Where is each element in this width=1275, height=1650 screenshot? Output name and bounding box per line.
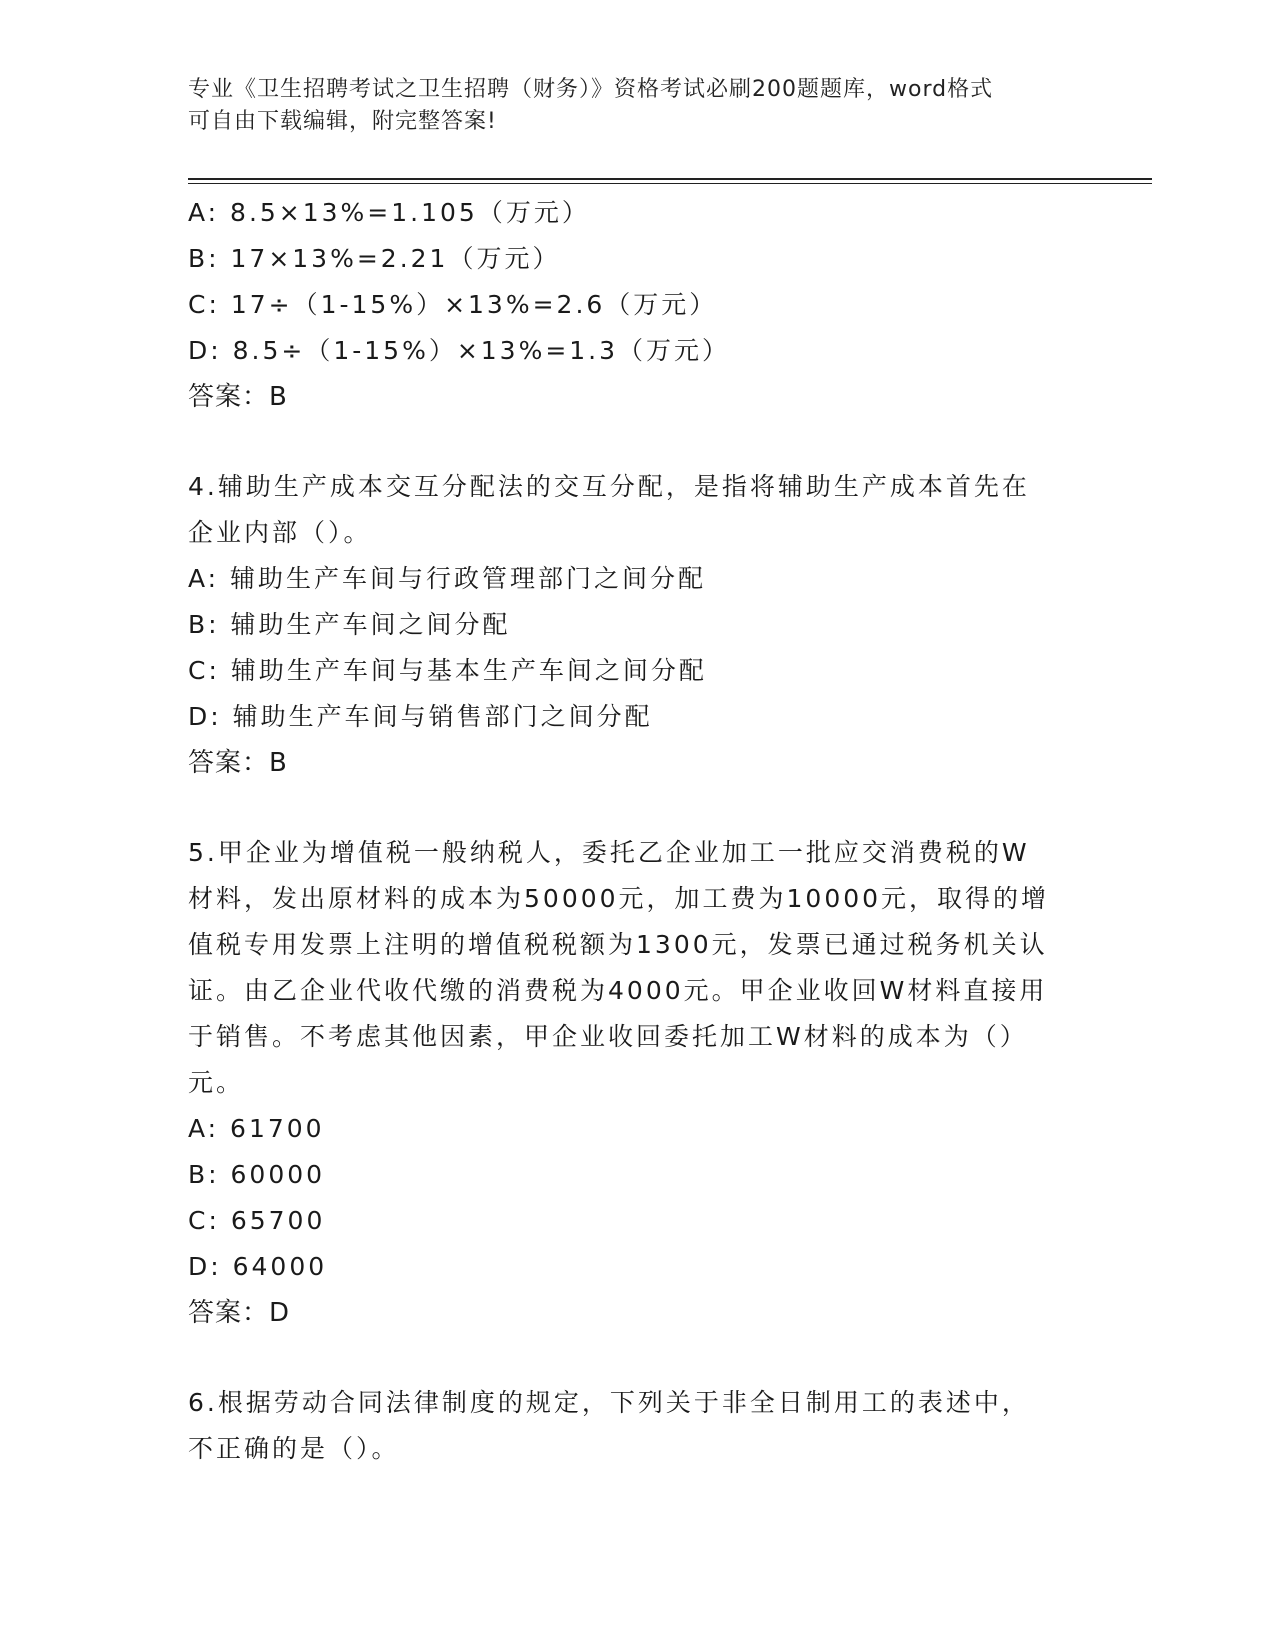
- option-c: C: 17÷（1-15%）×13%=2.6（万元）: [188, 290, 718, 319]
- option-b: B: 60000: [188, 1160, 326, 1189]
- answer: 答案：D: [188, 1298, 291, 1328]
- question-stem-line: 于销售。不考虑其他因素，甲企业收回委托加工W材料的成本为（）: [188, 1022, 1028, 1051]
- question-4: [188, 464, 1088, 786]
- page-header: [188, 74, 1068, 138]
- question-stem-line: 5.甲企业为增值税一般纳税人，委托乙企业加工一批应交消费税的W: [188, 838, 1030, 867]
- header-rule-thin: [188, 183, 1152, 184]
- question-stem-line: 企业内部（）。: [188, 518, 372, 547]
- option-d: D: 8.5÷（1-15%）×13%=1.3（万元）: [188, 336, 731, 365]
- question-stem-line: 值税专用发票上注明的增值税税额为1300元，发票已通过税务机关认: [188, 930, 1048, 959]
- option-a: A: 辅助生产车间与行政管理部门之间分配: [188, 564, 707, 593]
- option-b: B: 17×13%=2.21（万元）: [188, 244, 561, 273]
- question-6: [188, 1380, 1088, 1472]
- option-c: C: 辅助生产车间与基本生产车间之间分配: [188, 656, 707, 685]
- answer: 答案：B: [188, 382, 288, 412]
- option-a: A: 8.5×13%=1.105（万元）: [188, 198, 590, 227]
- option-a: A: 61700: [188, 1114, 325, 1143]
- question-stem-line: 不正确的是（）。: [188, 1434, 400, 1463]
- question-stem-line: 证。由乙企业代收代缴的消费税为4000元。甲企业收回W材料直接用: [188, 976, 1048, 1005]
- question-stem-line: 材料，发出原材料的成本为50000元，加工费为10000元，取得的增: [188, 884, 1050, 913]
- answer: 答案：B: [188, 748, 288, 778]
- question-stem-line: 6.根据劳动合同法律制度的规定，下列关于非全日制用工的表述中，: [188, 1388, 1030, 1417]
- question-stem-line: 元。: [188, 1068, 245, 1097]
- document-body: [188, 190, 1088, 1472]
- spacer: [188, 786, 1088, 830]
- question-5: [188, 830, 1088, 1336]
- option-b: B: 辅助生产车间之间分配: [188, 610, 511, 639]
- option-c: C: 65700: [188, 1206, 326, 1235]
- header-line-2: 可自由下载编辑，附完整答案!: [188, 109, 497, 134]
- option-d: D: 64000: [188, 1252, 328, 1281]
- header-line-1: 专业《卫生招聘考试之卫生招聘（财务）》资格考试必刷200题题库，word格式: [188, 77, 994, 102]
- header-rule-thick: [188, 178, 1152, 180]
- question-stem-line: 4.辅助生产成本交互分配法的交互分配，是指将辅助生产成本首先在: [188, 472, 1030, 501]
- spacer: [188, 1336, 1088, 1380]
- question-3: [188, 190, 1088, 420]
- spacer: [188, 420, 1088, 464]
- option-d: D: 辅助生产车间与销售部门之间分配: [188, 702, 653, 731]
